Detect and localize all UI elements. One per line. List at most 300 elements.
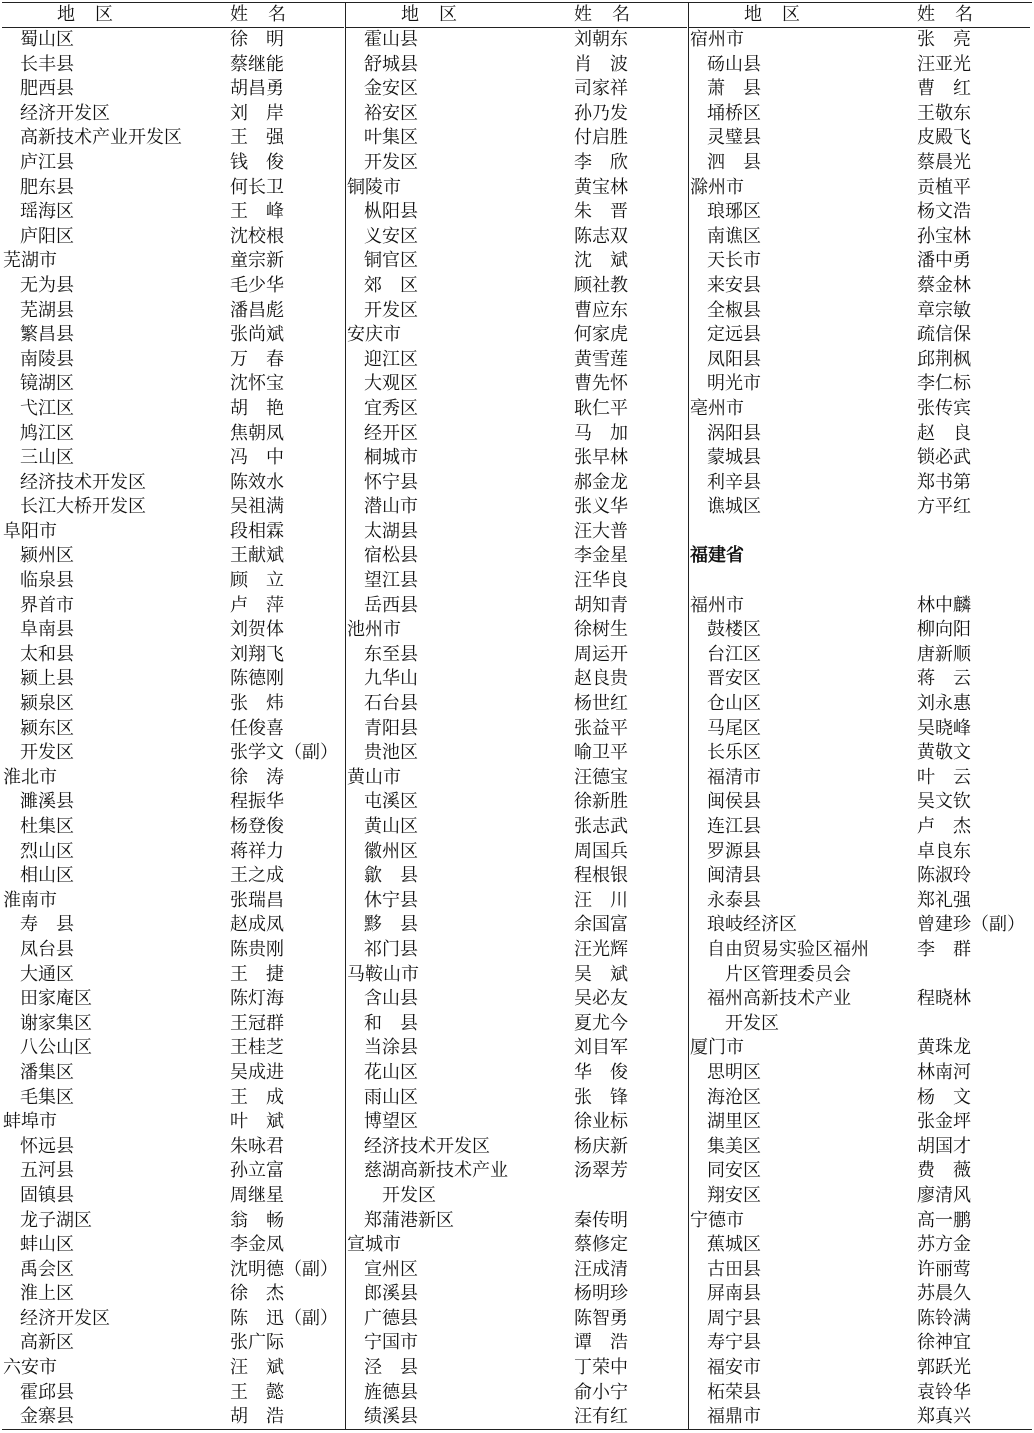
name-cell: 孙乃发: [574, 102, 628, 124]
region-cell: 迎江区: [364, 348, 418, 370]
name-cell: 苏晨久: [917, 1283, 971, 1305]
table-row: [689, 1135, 1030, 1160]
name-cell: 蒋祥力: [230, 840, 284, 862]
table-row: [689, 1159, 1030, 1184]
table-row: [346, 790, 687, 815]
name-cell: 张瑞昌: [230, 889, 284, 911]
region-cell: 埇桥区: [707, 102, 761, 124]
name-cell: 贡植平: [917, 176, 971, 198]
table-row: [346, 274, 687, 299]
region-cell: 杜集区: [20, 816, 74, 837]
table-row: [2, 717, 344, 742]
name-cell: 杨文浩: [917, 201, 971, 223]
region-cell: 枞阳县: [364, 201, 418, 223]
table-row: [346, 1159, 687, 1184]
table-row: [2, 692, 344, 717]
table-row: [2, 864, 344, 889]
name-cell: 方平红: [917, 496, 971, 518]
region-cell: 长乐区: [707, 742, 761, 764]
table-row: [689, 348, 1030, 373]
region-cell: 来安县: [707, 274, 761, 296]
region-cell: 怀宁县: [364, 471, 418, 493]
name-cell: 吴文钦: [917, 791, 971, 813]
table-row: [346, 77, 687, 102]
region-cell: 谢家集区: [20, 1012, 92, 1034]
table-row: [2, 544, 344, 569]
region-cell: 叶集区: [364, 127, 418, 149]
name-cell: 张 炜: [230, 693, 284, 715]
region-cell: 宣城市: [347, 1234, 401, 1256]
name-cell: 李金凤: [230, 1234, 284, 1256]
name-cell: 刘 岸: [230, 102, 284, 124]
table-row: [346, 741, 687, 766]
table-row: [2, 766, 344, 791]
name-cell: 夏尤今: [574, 1012, 628, 1034]
region-cell: 宁德市: [690, 1209, 744, 1231]
name-cell: 顾社教: [574, 274, 628, 296]
table-row: [2, 422, 344, 447]
table-row: [346, 1061, 687, 1086]
name-cell: 蔡晨光: [917, 151, 971, 173]
column-body: [346, 28, 687, 1430]
table-row: [689, 618, 1030, 643]
name-cell: 张学文（副）: [230, 742, 338, 764]
table-row: [2, 643, 344, 668]
region-cell: 蒙城县: [707, 447, 761, 469]
name-cell: 朱咏君: [230, 1135, 284, 1157]
table-row: [346, 569, 687, 594]
region-cell: 池州市: [347, 619, 401, 641]
region-cell: 禹会区: [20, 1258, 74, 1280]
table-row: [2, 28, 344, 53]
table-row: [346, 299, 687, 324]
table-row: [2, 741, 344, 766]
region-cell: 固镇县: [20, 1184, 74, 1206]
region-cell: 自由贸易实验区福州: [707, 938, 869, 960]
region-cell: 郑蒲港新区: [364, 1209, 454, 1231]
table-row: [689, 1086, 1030, 1111]
table-row: [2, 1012, 344, 1037]
name-cell: 王敬东: [917, 102, 971, 124]
table-column-1: [2, 3, 344, 1429]
region-cell: 连江县: [707, 816, 761, 837]
name-cell: 赵良贵: [574, 668, 628, 690]
table-row: [346, 323, 687, 348]
region-cell: 广德县: [364, 1307, 418, 1329]
table-row: [346, 1209, 687, 1234]
table-row: [346, 151, 687, 176]
name-cell: 李仁标: [917, 373, 971, 395]
table-row: [346, 1282, 687, 1307]
region-cell: 全椒县: [707, 299, 761, 321]
header-region: 地 区: [744, 4, 801, 25]
name-cell: 孙立富: [230, 1160, 284, 1182]
table-row: [689, 864, 1030, 889]
region-cell: 阜阳市: [3, 520, 57, 542]
region-cell: 庐江县: [20, 151, 74, 173]
table-row: [689, 840, 1030, 865]
name-cell: 王桂芝: [230, 1037, 284, 1059]
region-cell: 谯城区: [707, 496, 761, 518]
name-cell: 汪光辉: [574, 938, 628, 960]
name-cell: 陈智勇: [574, 1307, 628, 1329]
province-heading: [689, 544, 1030, 569]
name-cell: 焦朝凤: [230, 422, 284, 444]
table-row: [346, 176, 687, 201]
name-cell: 司家祥: [574, 78, 628, 100]
table-row: [346, 840, 687, 865]
name-cell: 程根银: [574, 865, 628, 887]
name-cell: 徐业标: [574, 1111, 628, 1133]
table-row: [346, 766, 687, 791]
name-cell: 马 加: [574, 422, 628, 444]
name-cell: 谭 浩: [574, 1332, 628, 1354]
region-cell: 颍州区: [20, 545, 74, 567]
name-cell: 卢 杰: [917, 816, 971, 837]
region-cell: 屯溪区: [364, 791, 418, 813]
region-cell: 肥东县: [20, 176, 74, 198]
name-cell: 刘永惠: [917, 693, 971, 715]
name-cell: 汪亚光: [917, 53, 971, 75]
name-cell: 郑书第: [917, 471, 971, 493]
table-row: [346, 717, 687, 742]
region-cell: 颍东区: [20, 717, 74, 739]
region-cell: 休宁县: [364, 889, 418, 911]
table-row: [2, 299, 344, 324]
region-cell: 定远县: [707, 324, 761, 346]
table-row: [689, 1209, 1030, 1234]
table-row: [2, 372, 344, 397]
table-row: [689, 1233, 1030, 1258]
region-cell: 开发区: [725, 1012, 779, 1034]
region-cell: 福清市: [707, 766, 761, 788]
name-cell: 章宗敏: [917, 299, 971, 321]
region-cell: 高新技术产业开发区: [20, 127, 182, 149]
name-cell: 刘朝东: [574, 29, 628, 50]
region-cell: 经开区: [364, 422, 418, 444]
name-cell: 陈效水: [230, 471, 284, 493]
name-cell: 邱荆枫: [917, 348, 971, 370]
name-cell: 张传宾: [917, 397, 971, 419]
table-row: [346, 446, 687, 471]
table-row: [689, 1307, 1030, 1332]
region-cell: 贵池区: [364, 742, 418, 764]
region-cell: 灵璧县: [707, 127, 761, 149]
table-row: [689, 594, 1030, 619]
name-cell: 徐树生: [574, 619, 628, 641]
name-cell: 郑礼强: [917, 889, 971, 911]
table-row: [346, 1110, 687, 1135]
name-cell: 潘昌彪: [230, 299, 284, 321]
name-cell: 胡 浩: [230, 1406, 284, 1428]
table-row: [689, 913, 1030, 938]
name-cell: 吴晓峰: [917, 717, 971, 739]
region-cell: 大通区: [20, 963, 74, 985]
table-row: [346, 1356, 687, 1381]
name-cell: 顾 立: [230, 570, 284, 592]
region-cell: 舒城县: [364, 53, 418, 75]
region-cell: 黄山区: [364, 816, 418, 837]
region-cell: 寿宁县: [707, 1332, 761, 1354]
table-row: [689, 422, 1030, 447]
name-cell: 锁必武: [917, 447, 971, 469]
region-cell: 金安区: [364, 78, 418, 100]
region-cell: 开发区: [382, 1184, 436, 1206]
table-row: [346, 963, 687, 988]
region-cell: 淮南市: [3, 889, 57, 911]
region-cell: 开发区: [20, 742, 74, 764]
table-row: [689, 1356, 1030, 1381]
name-cell: 许丽莺: [917, 1258, 971, 1280]
table-row: [346, 1405, 687, 1430]
name-cell: 秦传明: [574, 1209, 628, 1231]
name-cell: 王 峰: [230, 201, 284, 223]
table-row: [2, 594, 344, 619]
table-row: [689, 225, 1030, 250]
name-cell: 杨庆新: [574, 1135, 628, 1157]
table-row: [346, 200, 687, 225]
column-body: [689, 28, 1030, 1430]
name-cell: 黄珠龙: [917, 1037, 971, 1059]
table-row: [689, 643, 1030, 668]
region-cell: 旌德县: [364, 1381, 418, 1403]
region-cell: 涡阳县: [707, 422, 761, 444]
name-cell: 曹 红: [917, 78, 971, 100]
region-cell: 明光市: [707, 373, 761, 395]
table-row: [689, 815, 1030, 840]
table-row: [2, 126, 344, 151]
region-cell: 福安市: [707, 1357, 761, 1379]
region-cell: 郊 区: [364, 274, 418, 296]
region-cell: 宣州区: [364, 1258, 418, 1280]
table-row: [689, 200, 1030, 225]
table-row: [346, 1135, 687, 1160]
name-cell: 李 欣: [574, 151, 628, 173]
region-cell: 凤台县: [20, 938, 74, 960]
region-cell: 安庆市: [347, 324, 401, 346]
name-cell: 徐神宜: [917, 1332, 971, 1354]
region-cell: 经济开发区: [20, 1307, 110, 1329]
table-row: [2, 1405, 344, 1430]
region-cell: 歙 县: [364, 865, 418, 887]
name-cell: 冯 中: [230, 447, 284, 469]
region-cell: 南陵县: [20, 348, 74, 370]
table-row: [689, 938, 1030, 963]
table-row: [689, 1184, 1030, 1209]
name-cell: 蔡修定: [574, 1234, 628, 1256]
region-cell: 九华山: [364, 668, 418, 690]
region-cell: 临泉县: [20, 570, 74, 592]
region-cell: 桐城市: [364, 447, 418, 469]
region-cell: 界首市: [20, 594, 74, 616]
name-cell: 刘翔飞: [230, 643, 284, 665]
region-cell: 当涂县: [364, 1037, 418, 1059]
region-cell: 霍山县: [364, 29, 418, 50]
name-cell: 徐 涛: [230, 766, 284, 788]
table-row: [2, 225, 344, 250]
name-cell: 汪德宝: [574, 766, 628, 788]
name-cell: 高一鹏: [917, 1209, 971, 1231]
region-cell: 三山区: [20, 447, 74, 469]
name-cell: 余国富: [574, 914, 628, 936]
name-cell: 张 亮: [917, 29, 971, 50]
region-cell: 周宁县: [707, 1307, 761, 1329]
region-cell: 开发区: [364, 299, 418, 321]
table-row: [689, 790, 1030, 815]
name-cell: 汪 川: [574, 889, 628, 911]
table-row: [689, 692, 1030, 717]
name-cell: 周运开: [574, 643, 628, 665]
region-cell: 福鼎市: [707, 1406, 761, 1428]
name-cell: 李金星: [574, 545, 628, 567]
table-row: [2, 618, 344, 643]
table-row: [689, 299, 1030, 324]
table-row: [2, 1209, 344, 1234]
table-row: [689, 102, 1030, 127]
table-row: [346, 1307, 687, 1332]
table-row: [2, 520, 344, 545]
name-cell: 程晓林: [917, 988, 971, 1010]
name-cell: 蒋 云: [917, 668, 971, 690]
region-cell: 长江大桥开发区: [20, 496, 146, 518]
name-cell: 王 强: [230, 127, 284, 149]
table-row: [346, 225, 687, 250]
table-row: [2, 446, 344, 471]
name-cell: 毛少华: [230, 274, 284, 296]
name-cell: 沈 斌: [574, 250, 628, 272]
region-cell: 庐阳区: [20, 225, 74, 247]
table-row: [346, 643, 687, 668]
name-cell: 沈校根: [230, 225, 284, 247]
table-row: [346, 1233, 687, 1258]
name-cell: 王 成: [230, 1086, 284, 1108]
name-cell: 赵 良: [917, 422, 971, 444]
region-cell: 鸠江区: [20, 422, 74, 444]
table-row: [689, 495, 1030, 520]
name-cell: 程振华: [230, 791, 284, 813]
region-cell: 天长市: [707, 250, 761, 272]
region-cell: 八公山区: [20, 1037, 92, 1059]
name-cell: 胡昌勇: [230, 78, 284, 100]
table-row: [2, 77, 344, 102]
region-cell: 烈山区: [20, 840, 74, 862]
name-cell: 汪大普: [574, 520, 628, 542]
name-cell: 王献斌: [230, 545, 284, 567]
name-cell: 柳向阳: [917, 619, 971, 641]
table-row: [346, 815, 687, 840]
name-cell: 童宗新: [230, 250, 284, 272]
name-cell: 苏方金: [917, 1234, 971, 1256]
name-cell: 蔡继能: [230, 53, 284, 75]
name-cell: 张广际: [230, 1332, 284, 1354]
name-cell: 汪 斌: [230, 1357, 284, 1379]
region-cell: 田家庵区: [20, 988, 92, 1010]
table-row: [2, 938, 344, 963]
name-cell: 潘中勇: [917, 250, 971, 272]
region-cell: 芜湖市: [3, 250, 57, 272]
name-cell: 段相霖: [230, 520, 284, 542]
region-cell: 经济开发区: [20, 102, 110, 124]
name-cell: 吴祖满: [230, 496, 284, 518]
name-cell: 刘贺体: [230, 619, 284, 641]
header-name: 姓 名: [230, 4, 287, 25]
name-cell: 张尚斌: [230, 324, 284, 346]
table-row: [689, 471, 1030, 496]
name-cell: 沈怀宝: [230, 373, 284, 395]
name-cell: 徐 杰: [230, 1283, 284, 1305]
region-cell: 花山区: [364, 1061, 418, 1083]
table-row: [346, 1012, 687, 1037]
region-cell: 南谯区: [707, 225, 761, 247]
region-cell: 古田县: [707, 1258, 761, 1280]
region-cell: 宿松县: [364, 545, 418, 567]
name-cell: 黄宝林: [574, 176, 628, 198]
region-cell: 芜湖县: [20, 299, 74, 321]
table-row: [2, 1381, 344, 1406]
name-cell: 孙宝林: [917, 225, 971, 247]
table-row: [2, 176, 344, 201]
region-cell: 义安区: [364, 225, 418, 247]
region-cell: 瑶海区: [20, 201, 74, 223]
name-cell: 王 捷: [230, 963, 284, 985]
table-row: [689, 1331, 1030, 1356]
table-row: [689, 889, 1030, 914]
table-row: [2, 1356, 344, 1381]
region-cell: 马鞍山市: [347, 963, 419, 985]
name-cell: 张早林: [574, 447, 628, 469]
region-cell: 长丰县: [20, 53, 74, 75]
table-row: [2, 790, 344, 815]
name-cell: 吴 斌: [574, 963, 628, 985]
name-cell: 何长卫: [230, 176, 284, 198]
region-cell: 相山区: [20, 865, 74, 887]
region-cell: 泾 县: [364, 1357, 418, 1379]
region-cell: 颍泉区: [20, 693, 74, 715]
region-cell: 宿州市: [690, 29, 744, 50]
region-cell: 含山县: [364, 988, 418, 1010]
region-cell: 阜南县: [20, 619, 74, 641]
region-cell: 晋安区: [707, 668, 761, 690]
table-row: [2, 323, 344, 348]
region-cell: 铜官区: [364, 250, 418, 272]
table-row: [346, 495, 687, 520]
column-header: [346, 3, 687, 28]
name-cell: 郑真兴: [917, 1406, 971, 1428]
region-cell: 石台县: [364, 693, 418, 715]
table-row: [689, 1110, 1030, 1135]
name-cell: 皮殿飞: [917, 127, 971, 149]
region-cell: 岳西县: [364, 594, 418, 616]
table-row: [2, 102, 344, 127]
region-cell: 慈湖高新技术产业: [364, 1160, 508, 1182]
table-row: [2, 348, 344, 373]
table-row: [689, 766, 1030, 791]
table-row: [2, 200, 344, 225]
region-cell: 砀山县: [707, 53, 761, 75]
table-row: [689, 397, 1030, 422]
region-cell: 经济技术开发区: [364, 1135, 490, 1157]
table-row: [689, 569, 1030, 594]
table-row: [346, 102, 687, 127]
region-cell: 祁门县: [364, 938, 418, 960]
region-cell: 湖里区: [707, 1111, 761, 1133]
region-cell: 寿 县: [20, 914, 74, 936]
table-row: [346, 348, 687, 373]
name-cell: 陈志双: [574, 225, 628, 247]
region-cell: 东至县: [364, 643, 418, 665]
table-row: [346, 471, 687, 496]
name-cell: 郭跃光: [917, 1357, 971, 1379]
